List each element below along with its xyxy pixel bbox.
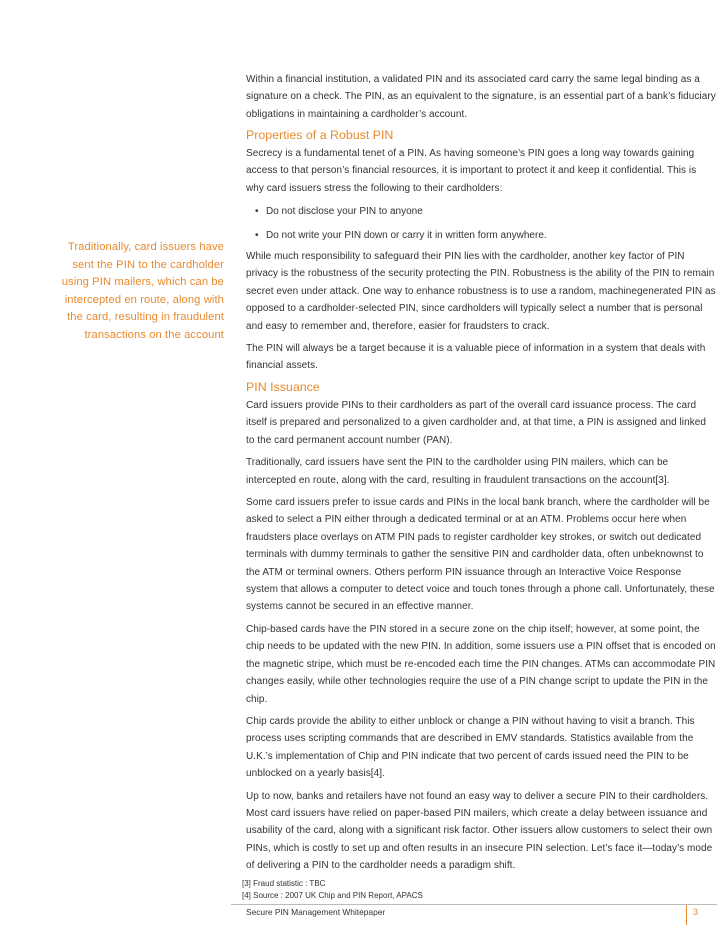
footnote-3: [3] Fraud statistic : TBC [242,879,326,888]
pull-quote: Traditionally, card issuers have sent the PIN to the cardholder using PIN mailers, which can be intercepted en route, along with the card, resulting in fraudulent transactions on the account [61,241,224,341]
footnote-4: [4] Source : 2007 UK Chip and PIN Report, APACS [242,891,423,900]
section2-paragraph-6: Up to now, banks and retailers have not found an easy way to deliver a secure PIN to their cardholders. Most card issuers have relied on paper-based PIN mailers, which create a delay between issuance and usability of the card, along with a significant risk factor. Other issuers allow customers to select their own PINs, which is costly to set up and often results in an insecure PIN selection. Let’s face it—today’s mode of delivering a PIN to the cardholder needs a paradigm shift. [246,790,713,872]
footer-divider [686,905,687,925]
bullet-list [246,203,716,244]
bullet-icon: • [255,206,259,218]
section1-paragraph-3: The PIN will always be a target because it is a valuable piece of information in a system that deals with financial assets. [246,343,706,372]
intro-paragraph: Within a financial institution, a validated PIN and its associated card carry the same legal binding as a signature on a check. The PIN, as an equivalent to the signature, is an essential part of a bank’s fiduciary obligations in maintaining a cardholder’s account. [246,74,716,120]
section2-paragraph-5: Chip cards provide the ability to either unblock or change a PIN without having to visit a branch. This process uses scripting commands that are described in EMV standards. Statistics available from the U.K.’s implementation of Chip and PIN indicate that two percent of cards issued need the PIN to be unblocked on a yearly basis[4]. [246,715,695,780]
section-heading-pin-issuance: PIN Issuance [246,380,320,394]
bullet-text: Do not disclose your PIN to anyone [266,206,423,218]
bullet-item [246,227,716,244]
bullet-text: Do not write your PIN down or carry it in written form anywhere. [266,229,547,241]
section2-paragraph-3: Some card issuers prefer to issue cards and PINs in the local bank branch, where the cardholder will be asked to select a PIN either through a dedicated terminal or at an ATM. Problems occur here when fraudsters place overlays on ATM PIN pads to register cardholder key strokes, or switch out dedicated terminals with dummy terminals to gather the sensitive PIN and cardholder data, often unbeknownst to the ATM or terminal owners. Others perform PIN issuance through an Interactive Voice Response system that allows a computer to detect voice and touch tones through a phone call. Unfortunately, these systems cannot be secured in an effective manner. [246,497,715,613]
page-number: 3 [693,907,699,917]
section2-paragraph-4: Chip-based cards have the PIN stored in a secure zone on the chip itself; however, at some point, the chip needs to be updated with the new PIN. In addition, some issuers use a PIN offset that is encoded on the magnetic stripe, which must be re-encoded each time the PIN changes. ATMs can accommodate PIN changes easily, while other technologies require the use of a PIN change script to update the PIN in the chip. [246,623,716,705]
section-pin-issuance [246,380,716,875]
section2-paragraph-1: Card issuers provide PINs to their cardholders as part of the overall card issuance process. The card itself is prepared and personalized to a given cardholder and, at that time, a PIN is assigned and linked to the card permanent account number (PAN). [246,400,706,446]
section-robust-pin [246,128,716,375]
section1-paragraph-1: Secrecy is a fundamental tenet of a PIN. As having someone’s PIN goes a long way towards gaining access to that person’s financial resources, it is important to protect it and keep it confidential. This is why card issuers stress the following to their cardholders: [246,148,697,194]
bullet-item [246,203,716,220]
bullet-icon: • [255,229,259,241]
footer-title: Secure PIN Management Whitepaper [246,907,386,917]
section1-paragraph-2: While much responsibility to safeguard their PIN lies with the cardholder, another key factor of PIN privacy is the robustness of the security protecting the PIN. Robustness is the ability of the PIN to remain secret even under attack. One way to enhance robustness is to use a random, machinegenerated PIN as opposed to a cardholder-selected PIN, since cardholders will typically select a number that is personal and easy to remember and, therefore, easier for fraudsters to crack. [246,251,716,332]
footer-rule [231,904,717,905]
section2-paragraph-2: Traditionally, card issuers have sent the PIN to the cardholder using PIN mailers, which can be intercepted en route, along with the card, resulting in fraudulent transactions on the account[3]. [246,457,670,486]
intro-block [246,71,716,123]
section-heading-robust-pin: Properties of a Robust PIN [246,128,394,142]
